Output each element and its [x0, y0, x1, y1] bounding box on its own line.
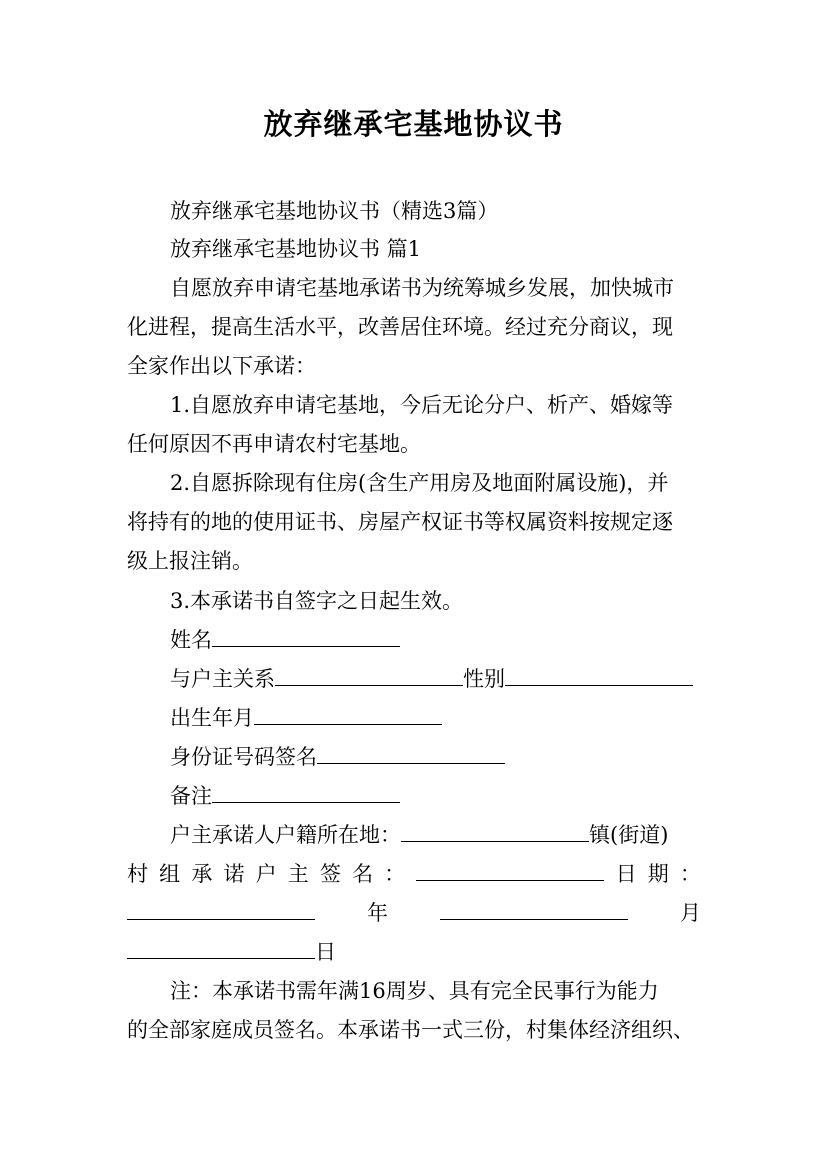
footnote-line-2: 的全部家庭成员签名。本承诺书一式三份，村集体经济组织、 — [127, 1018, 694, 1042]
year-label: 年 — [367, 901, 388, 925]
section-heading: 放弃继承宅基地协议书 篇1 — [170, 237, 422, 261]
item-2-line-2: 将持有的地的使用证书、房屋产权证书等权属资料按规定逐 — [127, 510, 673, 534]
village-sign-char: 组 — [159, 862, 181, 886]
village-sign-char: 主 — [287, 862, 309, 886]
village-sign-char: 签 — [319, 862, 341, 886]
relation-blank — [275, 667, 463, 686]
date-char: ： — [679, 862, 701, 886]
document-title: 放弃继承宅基地协议书 — [263, 107, 564, 141]
id-row — [170, 742, 701, 772]
name-blank — [212, 628, 400, 647]
id-label: 身份证号码签名 — [170, 745, 317, 769]
note-label: 备注 — [170, 784, 212, 808]
village-sign-char: 户 — [255, 862, 277, 886]
name-label: 姓名 — [170, 628, 212, 652]
item-1-line-2: 任何原因不再申请农村宅基地。 — [127, 432, 421, 456]
village-sign-char: 名 — [352, 862, 374, 886]
village-sign-char: 村 — [127, 862, 148, 886]
day-label: 日 — [315, 940, 336, 964]
household-row — [170, 820, 701, 850]
birth-blank — [254, 706, 442, 725]
village-sign-char: 承 — [191, 862, 213, 886]
village-sign-blank — [416, 862, 604, 881]
id-blank — [317, 745, 505, 764]
month-label: 月 — [680, 901, 701, 925]
intro-line-3: 全家作出以下承诺： — [127, 354, 316, 378]
village-sign-row — [127, 859, 701, 889]
month-blank — [440, 901, 628, 920]
note-row — [170, 781, 701, 811]
name-row — [170, 625, 701, 655]
item-3: 3.本承诺书自签字之日起生效。 — [170, 589, 464, 613]
gender-blank — [505, 667, 693, 686]
relation-row — [170, 664, 701, 694]
date-char: 期 — [647, 862, 669, 886]
birth-label: 出生年月 — [170, 706, 254, 730]
gender-label: 性别 — [463, 667, 505, 691]
intro-line-2: 化进程，提高生活水平，改善居住环境。经过充分商议，现 — [127, 315, 673, 339]
item-2-line-3: 级上报注销。 — [127, 549, 253, 573]
village-sign-char: 诺 — [223, 862, 245, 886]
household-label: 户主承诺人户籍所在地： — [170, 823, 401, 847]
footnote-line-1: 注：本承诺书需年满16周岁、具有完全民事行为能力 — [170, 979, 659, 1003]
subtitle: 放弃继承宅基地协议书（精选3篇） — [170, 199, 499, 223]
year-blank — [127, 901, 315, 920]
village-sign-char: ： — [384, 862, 406, 886]
note-blank — [212, 784, 400, 803]
year-month-row — [127, 898, 701, 928]
item-1-line-1: 1.自愿放弃申请宅基地，今后无论分户、析产、婚嫁等 — [170, 393, 674, 417]
birth-row — [170, 703, 701, 733]
household-blank — [401, 823, 589, 842]
intro-line-1: 自愿放弃申请宅基地承诺书为统筹城乡发展，加快城市 — [170, 276, 674, 300]
day-row — [127, 937, 701, 967]
date-char: 日 — [615, 862, 637, 886]
relation-label: 与户主关系 — [170, 667, 275, 691]
item-2-line-1: 2.自愿拆除现有住房(含生产用房及地面附属设施)，并 — [170, 471, 669, 495]
town-label: 镇(街道) — [589, 823, 669, 847]
day-blank — [127, 940, 315, 959]
